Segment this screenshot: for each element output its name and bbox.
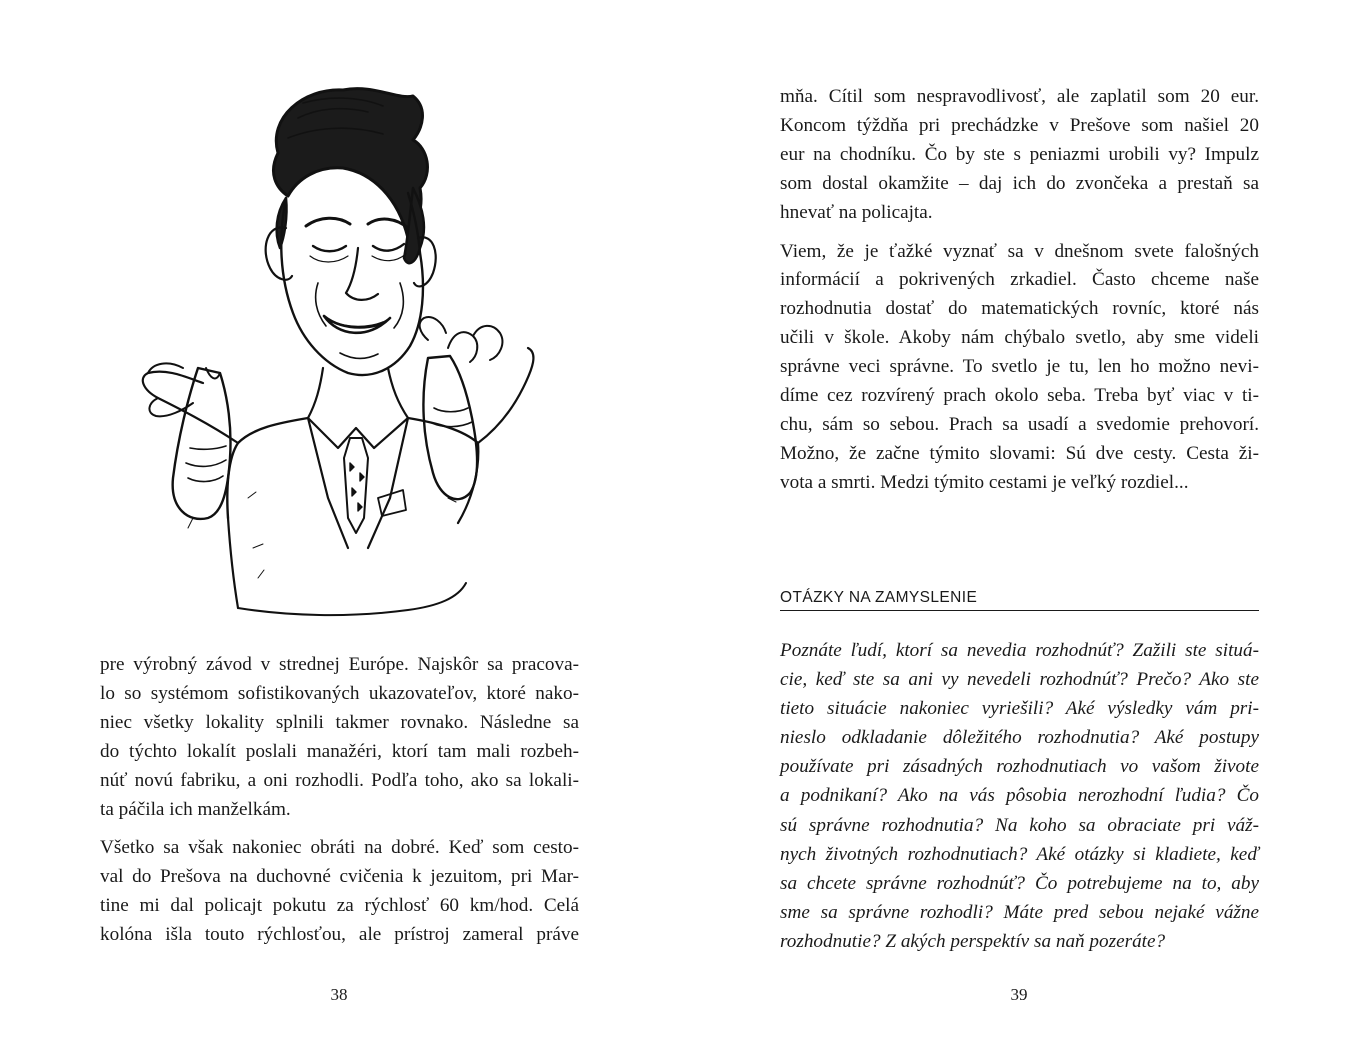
reflection-questions (780, 636, 1259, 956)
text-line: cie, keď ste sa ani vy nevedeli rozhodnúť? Prečo? Ako ste (780, 669, 1259, 691)
right-body-text (780, 83, 1259, 508)
text-line: núť novú fabriku, a oni rozhodli. Podľa toho, ako sa lokali- (100, 769, 579, 791)
text-line: val do Prešova na duchovné cvičenia k jezuitom, pri Mar- (100, 866, 579, 888)
text-line: rozhodnutia dostať do matematických rovníc, ktoré nás (780, 298, 1259, 320)
text-line: rozhodnutie? Z akých perspektív sa naň pozeráte? (780, 930, 1166, 952)
text-line: som dostal okamžite – daj ich do zvončeka a prestaň sa (780, 172, 1259, 194)
caricature-illustration (128, 78, 548, 623)
page-number: 39 (1010, 985, 1028, 1004)
text-line: správne veci správne. To svetlo je tu, len ho možno nevi- (780, 356, 1259, 378)
text-line: sa chcete správne rozhodnúť? Čo potrebujeme na to, aby (780, 872, 1259, 894)
text-line: pre výrobný závod v strednej Európe. Najskôr sa pracova- (100, 654, 579, 675)
text-line: chu, sám so sebou. Prach sa usadí a svedomie prehovorí. (780, 413, 1259, 435)
text-line: Poznáte ľudí, ktorí sa nevedia rozhodnúť? Zažili ste situá- (780, 640, 1259, 661)
text-line: Viem, že je ťažké vyznať sa v dnešnom svete falošných (780, 240, 1259, 262)
smile (324, 316, 390, 333)
text-line: nych životných rozhodnutiach? Aké otázky si kladiete, keď (780, 843, 1259, 865)
text-line: vota a smrti. Medzi týmito cestami je veľký rozdiel... (780, 471, 1189, 493)
text-line: do týchto lokalít poslali manažéri, ktorí tam mali rozbeh- (100, 740, 579, 762)
tie (344, 438, 368, 533)
paragraph (100, 834, 579, 950)
hair (273, 89, 427, 238)
left-page (0, 0, 679, 1063)
text-line: tieto situácie nakoniec vyriešili? Aké výsledky vám pri- (780, 698, 1259, 720)
text-line: mňa. Cítil som nespravodlivosť, ale zaplatil som 20 eur. (780, 86, 1259, 107)
text-line: učili v škole. Akoby nám chýbalo svetlo, aby sme videli (780, 327, 1259, 349)
text-line: kolóna išla touto rýchlosťou, ale prístroj zameral práve (100, 924, 579, 946)
paragraph (780, 238, 1259, 498)
paragraph (780, 83, 1259, 228)
text-line: tine mi dal policajt pokutu za rýchlosť 60 km/hod. Celá (100, 895, 579, 917)
text-line: lo so systémom sofistikovaných ukazovateľov, ktoré nako- (100, 682, 579, 704)
text-line: eur na chodníku. Čo by ste s peniazmi urobili vy? Impulz (780, 143, 1259, 165)
section-heading: OTÁZKY NA ZAMYSLENIE (780, 589, 1259, 611)
text-line: informácií a pokrivených zrkadiel. Často chceme naše (780, 269, 1259, 291)
right-page (680, 0, 1359, 1063)
paragraph (100, 651, 579, 824)
shoe-left (173, 368, 231, 519)
text-line: a podnikaní? Ako na vás pôsobia nerozhodní ľudia? Čo (780, 785, 1259, 807)
text-line: používate pri zásadných rozhodnutiach vo vašom živote (780, 756, 1259, 778)
text-line: Koncom týždňa pri prechádzke v Prešove som našiel 20 (780, 114, 1259, 136)
text-line: sme sa správne rozhodli? Máte pred sebou nejaké vážne (780, 901, 1259, 923)
text-line: hnevať na policajta. (780, 201, 933, 223)
text-line: sú správne rozhodnutia? Na koho sa obraciate pri váž- (780, 814, 1259, 836)
text-line: díme cez rozvírený prach okolo seba. Treba byť viac v ti- (780, 385, 1259, 407)
left-body-text (100, 651, 579, 960)
text-line: nieslo odkladanie dôležitého rozhodnutia? Aké postupy (780, 727, 1259, 749)
page-number: 38 (330, 985, 348, 1004)
text-line: Všetko sa však nakoniec obráti na dobré. Keď som cesto- (100, 837, 579, 859)
text-line: Možno, že začne týmito slovami: Sú dve cesty. Cesta ži- (780, 442, 1259, 464)
text-line: ta páčila ich manželkám. (100, 798, 291, 820)
text-line: niec všetky lokality splnili takmer rovnako. Následne sa (100, 711, 579, 733)
